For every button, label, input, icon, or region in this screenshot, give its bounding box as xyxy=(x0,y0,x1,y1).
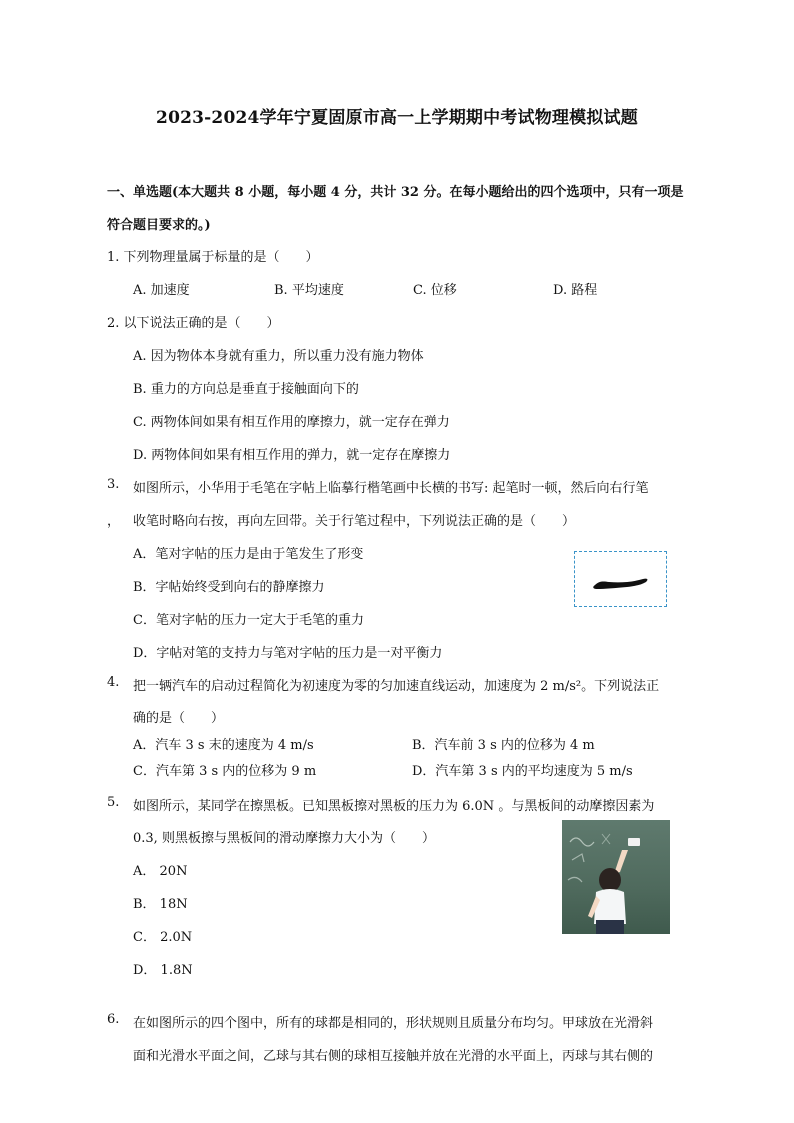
page-title: 2023-2024学年宁夏固原市高一上学期期中考试物理模拟试题 xyxy=(156,108,638,128)
question-2 xyxy=(107,312,280,331)
option-c: C. 位移 xyxy=(413,283,457,298)
question-number: 1. xyxy=(107,250,120,265)
question-stem: 如图所示，某同学在擦黑板。已知黑板擦对黑板的压力为 6.0N 。与黑板间的动摩擦因素为 xyxy=(133,799,655,814)
option-a: A． 20N xyxy=(133,864,188,879)
brush-stroke-image xyxy=(575,552,668,608)
blackboard-photo xyxy=(562,820,670,934)
question-stem-continued: 面和光滑水平面之间，乙球与其右侧的球相互接触并放在光滑的水平面上，丙球与其右侧的 xyxy=(133,1049,654,1064)
option-a: A．汽车 3 s 末的速度为 4 m/s xyxy=(133,738,314,753)
stem-punctuation: ， xyxy=(107,514,121,529)
question-stem: 在如图所示的四个图中，所有的球都是相同的，形状规则且质量分布均匀。甲球放在光滑斜 xyxy=(133,1016,654,1031)
brush-stroke-figure xyxy=(574,551,667,607)
blackboard-illustration xyxy=(562,820,670,934)
question-stem-continued: 0.3, 则黑板擦与黑板间的滑动摩擦力大小为（ ） xyxy=(133,831,435,846)
option-d: D．汽车第 3 s 内的平均速度为 5 m/s xyxy=(412,764,633,779)
question-stem: 如图所示，小华用于毛笔在字帖上临摹行楷笔画中长横的书写: 起笔时一顿，然后向右行笔 xyxy=(133,481,649,496)
option-d: D． 1.8N xyxy=(133,963,193,978)
option-b: B．字帖始终受到向右的静摩擦力 xyxy=(133,580,325,595)
option-d: D. 路程 xyxy=(553,283,598,298)
option-c: C．汽车第 3 s 内的位移为 9 m xyxy=(133,764,317,779)
question-stem: 下列物理量属于标量的是（ ） xyxy=(123,250,319,265)
option-b: B. 重力的方向总是垂直于接触面向下的 xyxy=(133,382,359,397)
option-a: A. 因为物体本身就有重力，所以重力没有施力物体 xyxy=(133,349,424,364)
option-d: D．字帖对笔的支持力与笔对字帖的压力是一对平衡力 xyxy=(133,646,443,661)
question-number: 2. xyxy=(107,316,120,331)
section-heading: 一、单选题(本大题共 8 小题，每小题 4 分，共计 32 分。在每小题给出的四个选项中，只有一项是符合题目要求的。) xyxy=(107,185,684,233)
option-c: C. 两物体间如果有相互作用的摩擦力，就一定存在弹力 xyxy=(133,415,450,430)
question-number: 3. xyxy=(107,477,120,492)
option-a: A．笔对字帖的压力是由于笔发生了形变 xyxy=(133,547,364,562)
question-number: 5. xyxy=(107,795,120,810)
question-stem-continued: 确的是（ ） xyxy=(133,711,225,726)
option-b: B． 18N xyxy=(133,897,188,912)
question-number: 4. xyxy=(107,675,120,690)
option-b: B. 平均速度 xyxy=(274,283,344,298)
option-a: A. 加速度 xyxy=(133,283,190,298)
question-1 xyxy=(107,246,319,265)
question-stem-continued: 收笔时略向右按，再向左回带。关于行笔过程中，下列说法正确的是（ ） xyxy=(133,514,576,529)
option-b: B．汽车前 3 s 内的位移为 4 m xyxy=(412,738,595,753)
question-number: 6. xyxy=(107,1012,120,1027)
question-stem: 以下说法正确的是（ ） xyxy=(123,316,280,331)
option-d: D. 两物体间如果有相互作用的弹力，就一定存在摩擦力 xyxy=(133,448,451,463)
option-c: C．笔对字帖的压力一定大于毛笔的重力 xyxy=(133,613,364,628)
question-stem: 把一辆汽车的启动过程简化为初速度为零的匀加速直线运动，加速度为 2 m/s²。下列说法正 xyxy=(133,679,660,694)
option-c: C． 2.0N xyxy=(133,930,193,945)
